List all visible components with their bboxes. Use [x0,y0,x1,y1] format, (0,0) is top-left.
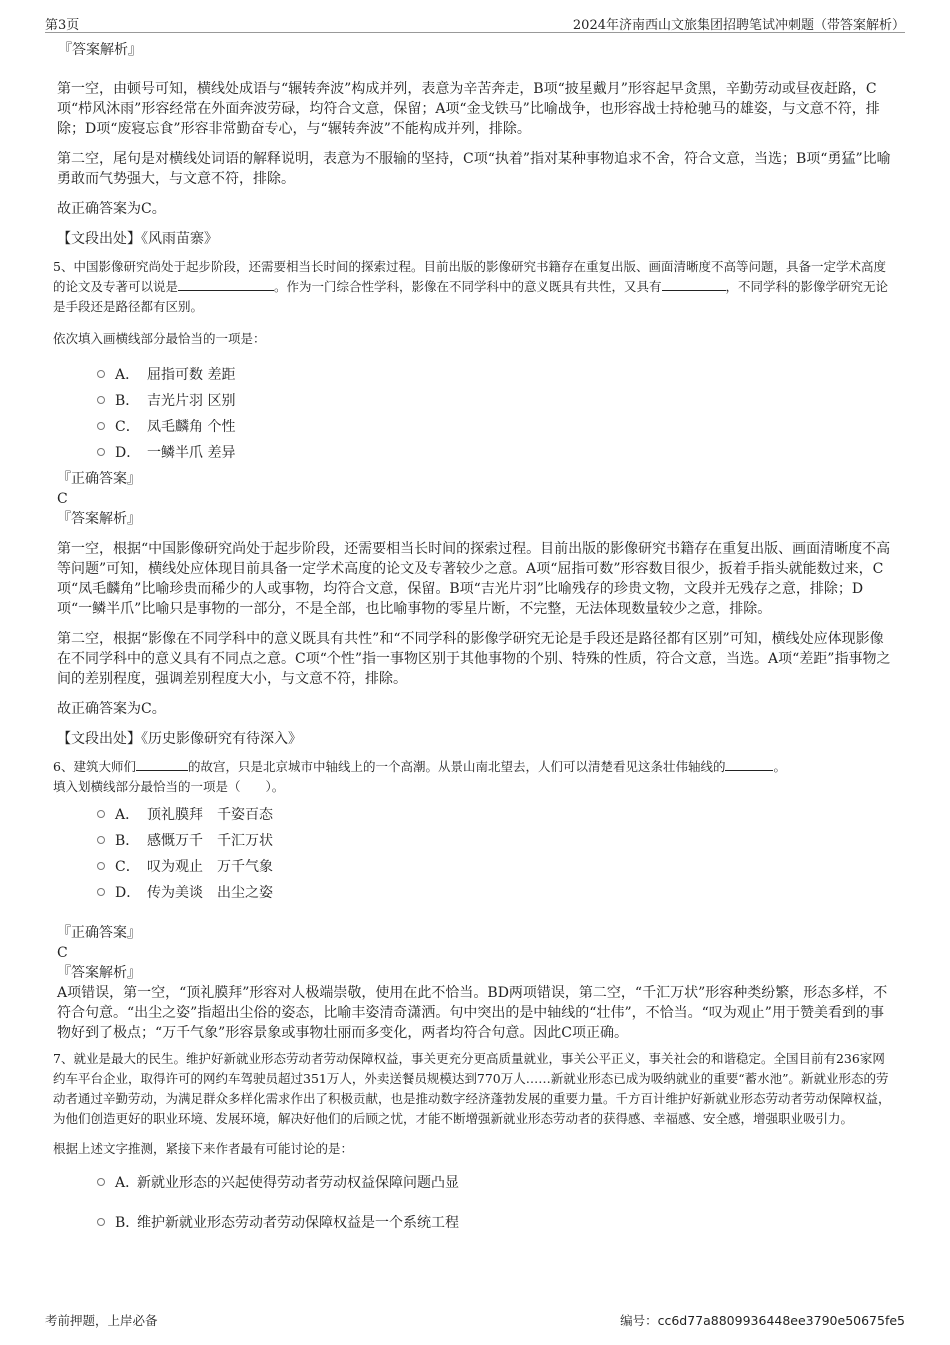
q5-prompt: 依次填入画横线部分最恰当的一项是： [53,331,266,346]
q6-option-a[interactable]: A． 顶礼膜拜 千姿百态 [57,801,895,827]
q5-option-b[interactable]: B． 吉光片羽 区别 [57,387,895,413]
q6-correct-answer: C [57,945,68,961]
q5-conclusion: 故正确答案为C。 [57,701,166,717]
document-id: 编号：cc6d77a8809936448ee3790e50675fe5 [620,1313,905,1328]
q6-option-d[interactable]: D． 传为美谈 出尘之姿 [57,879,895,905]
radio-icon[interactable] [97,396,105,404]
q4-analysis-label: 『答案解析』 [58,42,142,58]
q6-options [57,801,895,905]
q7-stem: 7、就业是最大的民生。维护好新就业形态劳动者劳动保障权益，事关更充分更高质量就业，事关公平正义，事关社会的和谐稳定。全国目前有236家网约车平台企业，取得许可的网约车驾驶员超过351万人，外卖送餐员规模达到770万人……新就业形态已成为吸纳就业的重要“蓄水池”。新就业形态的劳动者通过辛勤劳动，为满足群众多样化需求作出了积极贡献，也是推动数字经济蓬勃发展的重要力量。千方百计维护好新就业形态劳动者劳动保障权益，为他们创造更好的职业环境、发展环境，解决好他们的后顾之忧，才能不断增强新就业形态劳动者的获得感、幸福感、安全感，增强职业吸引力。 [53,1051,891,1126]
q4-analysis-para2: 第二空，尾句是对横线处词语的解释说明，表意为不服输的坚持，C项“执着”指对某种事物追求不舍，符合文意，当选；B项“勇猛”比喻勇敢而气势强大，与文意不符，排除。 [57,151,891,187]
q6-stem: 6、建筑大师们 的故宫，只是北京城市中轴线上的一个高潮。从景山南北望去，人们可以清楚看见这条壮伟轴线的 。 [53,759,786,774]
q5-source: 【文段出处】《历史影像研究有待深入》 [57,731,302,747]
q6-option-b[interactable]: B． 感慨万千 千汇万状 [57,827,895,853]
q6-blank-2 [725,770,773,771]
q5-stem: 5、中国影像研究尚处于起步阶段，还需要相当长时间的探索过程。目前出版的影像研究书籍存在重复出版、画面清晰度不高等问题，具备一定学术高度的论文及专著可以说是 。作为一门综合性学科，影像在不同学科中的意义既具有共性，又具有 ，不同学科的影像学研究无论是手段还是路径都有区别。 [53,259,889,314]
q5-analysis-label: 『答案解析』 [57,511,141,527]
footer-slogan: 考前押题，上岸必备 [45,1313,158,1328]
q5-blank-2 [662,290,726,291]
radio-icon[interactable] [97,1178,105,1186]
q5-correct-label: 『正确答案』 [57,471,141,487]
q4-conclusion: 故正确答案为C。 [57,201,166,217]
q4-analysis-para1: 第一空，由顿号可知，横线处成语与“辗转奔波”构成并列，表意为辛苦奔走，B项“披星戴月”形容起早贪黑，辛勤劳动或昼夜赶路，C项“栉风沐雨”形容经常在外面奔波劳碌，均符合文意，保留；A项“金戈铁马”比喻战争，也形容战士持枪驰马的雄姿，与文意不符，排除；D项“废寝忘食”形容非常勤奋专心，与“辗转奔波”不能构成并列，排除。 [57,81,880,137]
q7-option-a[interactable]: A． 新就业形态的兴起使得劳动者劳动权益保障问题凸显 [57,1169,895,1195]
q7-prompt: 根据上述文字推测，紧接下来作者最有可能讨论的是： [53,1141,354,1156]
page-footer [45,1311,905,1329]
q4-source: 【文段出处】《风雨苗寨》 [57,231,218,247]
q5-options [57,361,895,465]
q7-option-b[interactable]: B． 维护新就业形态劳动者劳动保障权益是一个系统工程 [57,1209,895,1235]
page-header [45,12,905,33]
document-body [53,40,895,1235]
q6-analysis: A项错误，第一空，“顶礼膜拜”形容对人极端崇敬，使用在此不恰当。BD两项错误，第二空，“千汇万状”形容种类纷繁，形态多样，不符合句意。“出尘之姿”指超出尘俗的姿态，比喻丰姿清奇潇洒。句中突出的是中轴线的“壮伟”，不恰当。“叹为观止”用于赞美看到的事物好到了极点；“万千气象”形容景象或事物壮丽而多变化，两者均符合句意。因此C项正确。 [57,985,888,1041]
q6-blank-1 [136,770,188,771]
page-number: 第3页 [45,18,80,33]
document-title: 2024年济南西山文旅集团招聘笔试冲刺题（带答案解析） [572,18,905,33]
q5-option-c[interactable]: C． 凤毛麟角 个性 [57,413,895,439]
radio-icon[interactable] [97,370,105,378]
q5-option-a[interactable]: A． 屈指可数 差距 [57,361,895,387]
q6-option-c[interactable]: C． 叹为观止 万千气象 [57,853,895,879]
radio-icon[interactable] [97,448,105,456]
q6-correct-label: 『正确答案』 [57,925,141,941]
radio-icon[interactable] [97,810,105,818]
radio-icon[interactable] [97,888,105,896]
q5-analysis-para1: 第一空，根据“中国影像研究尚处于起步阶段，还需要相当长时间的探索过程。目前出版的影像研究书籍存在重复出版、画面清晰度不高等问题”可知，横线处应体现目前具备一定学术高度的论文及专著较少之意。A项“屈指可数”形容数目很少，扳着手指头就能数过来，C项“凤毛麟角”比喻珍贵而稀少的人或事物，均符合文意，保留。B项“吉光片羽”比喻残存的珍贵文物，文段并无残存之意，排除；D项“一鳞半爪”比喻只是事物的一部分，不是全部，也比喻事物的零星片断，不完整，无法体现数量较少之意，排除。 [57,541,891,617]
q5-option-d[interactable]: D． 一鳞半爪 差异 [57,439,895,465]
q6-prompt: 填入划横线部分最恰当的一项是（ ）。 [53,779,285,794]
radio-icon[interactable] [97,1218,105,1226]
q5-blank-1 [178,290,274,291]
radio-icon[interactable] [97,422,105,430]
q7-options [57,1169,895,1235]
q5-correct-answer: C [57,491,68,507]
radio-icon[interactable] [97,836,105,844]
q6-analysis-label: 『答案解析』 [57,965,141,981]
radio-icon[interactable] [97,862,105,870]
q5-analysis-para2: 第二空，根据“影像在不同学科中的意义既具有共性”和“不同学科的影像学研究无论是手段还是路径都有区别”可知，横线处应体现影像在不同学科中的意义具有不同点之意。C项“个性”指一事物区别于其他事物的个别、特殊的性质，符合文意，当选。A项“差距”指事物之间的差别程度，强调差别程度大小，与文意不符，排除。 [57,631,891,687]
